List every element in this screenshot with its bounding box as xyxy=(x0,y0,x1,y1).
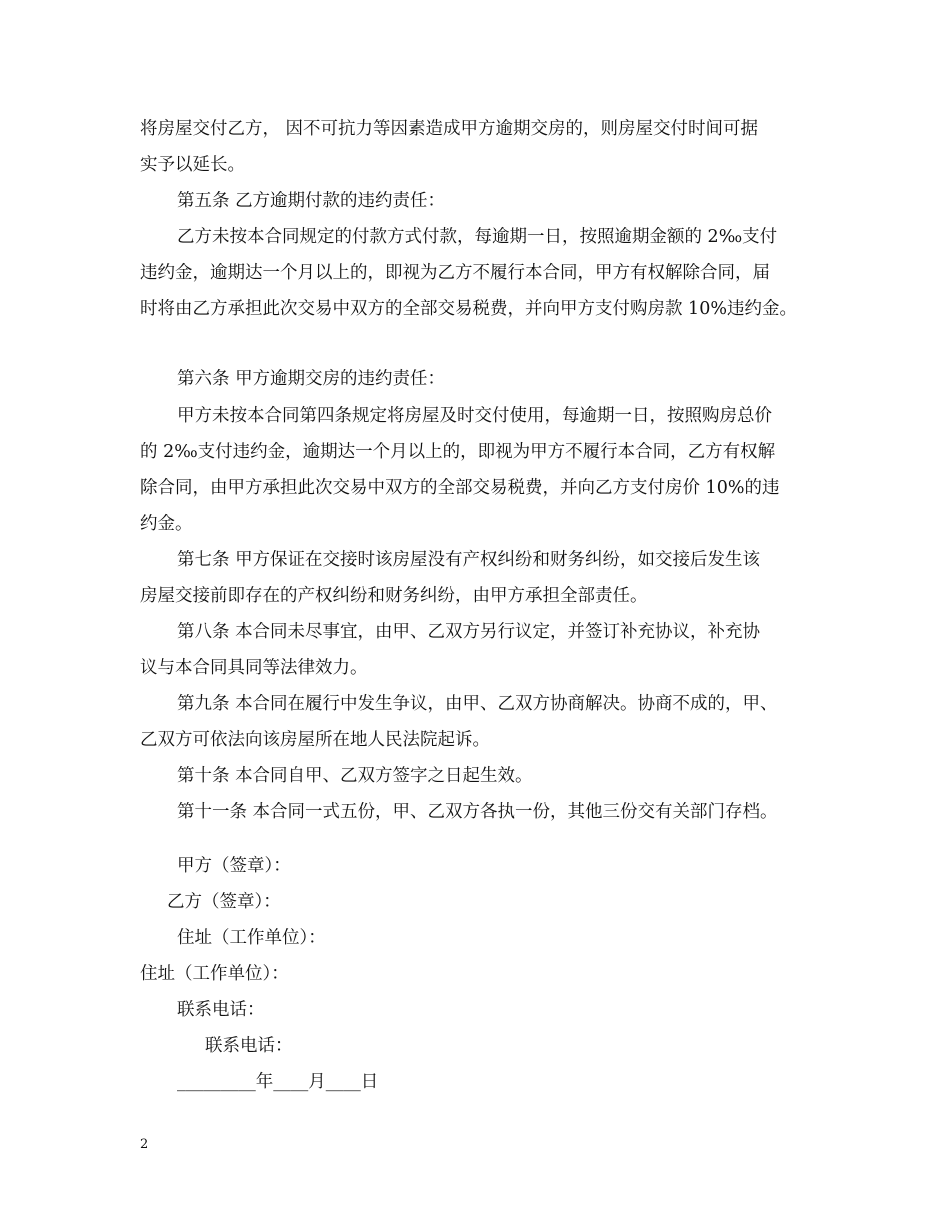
body-text-line: 约金。 xyxy=(140,514,193,534)
body-text-line: 乙双方可依法向该房屋所在地人民法院起诉。 xyxy=(140,730,490,750)
body-text-line: 时将由乙方承担此次交易中双方的全部交易税费，并向甲方支付购房款 10%违约金。 xyxy=(140,299,797,319)
body-text-line: 第七条 甲方保证在交接时该房屋没有产权纠纷和财务纠纷，如交接后发生该 xyxy=(177,550,761,570)
body-text-line: 乙方未按本合同规定的付款方式付款，每逾期一日，按照逾期金额的 2‰支付 xyxy=(177,227,778,247)
article-heading: 第五条 乙方逾期付款的违约责任： xyxy=(177,191,446,211)
article-heading: 第六条 甲方逾期交房的违约责任： xyxy=(177,369,446,389)
page-number: 2 xyxy=(140,1137,149,1152)
body-text-line: 实予以延长。 xyxy=(140,155,245,175)
date-line: _________年____月____日 xyxy=(177,1072,379,1092)
body-text-line: 甲方未按本合同第四条规定将房屋及时交付使用，每逾期一日，按照购房总价 xyxy=(177,406,772,426)
party-b-phone-label: 联系电话： xyxy=(205,1036,293,1056)
body-text-line: 的 2‰支付违约金，逾期达一个月以上的，即视为甲方不履行本合同，乙方有权解 xyxy=(140,442,776,462)
party-a-phone-label: 联系电话： xyxy=(177,1000,265,1020)
body-text-line: 将房屋交付乙方， 因不可抗力等因素造成甲方逾期交房的，则房屋交付时间可据 xyxy=(140,119,759,139)
body-text-line: 第十一条 本合同一式五份，甲、乙双方各执一份，其他三份交有关部门存档。 xyxy=(177,802,778,822)
party-a-signature-label: 甲方（签章）： xyxy=(177,856,291,876)
party-b-address-label: 住址（工作单位）： xyxy=(140,964,289,984)
party-b-signature-label: 乙方（签章）： xyxy=(167,892,281,912)
body-text-line: 第八条 本合同未尽事宜，由甲、乙双方另行议定，并签订补充协议，补充协 xyxy=(177,622,761,642)
body-text-line: 违约金，逾期达一个月以上的，即视为乙方不履行本合同，甲方有权解除合同，届 xyxy=(140,263,770,283)
body-text-line: 房屋交接前即存在的产权纠纷和财务纠纷，由甲方承担全部责任。 xyxy=(140,586,648,606)
party-a-address-label: 住址（工作单位）： xyxy=(177,928,326,948)
body-text-line: 第十条 本合同自甲、乙双方签字之日起生效。 xyxy=(177,766,533,786)
body-text-line: 第九条 本合同在履行中发生争议，由甲、乙双方协商解决。协商不成的，甲、 xyxy=(177,694,778,714)
body-text-line: 除合同，由甲方承担此次交易中双方的全部交易税费，并向乙方支付房价 10%的违 xyxy=(140,478,780,498)
body-text-line: 议与本合同具同等法律效力。 xyxy=(140,658,368,678)
